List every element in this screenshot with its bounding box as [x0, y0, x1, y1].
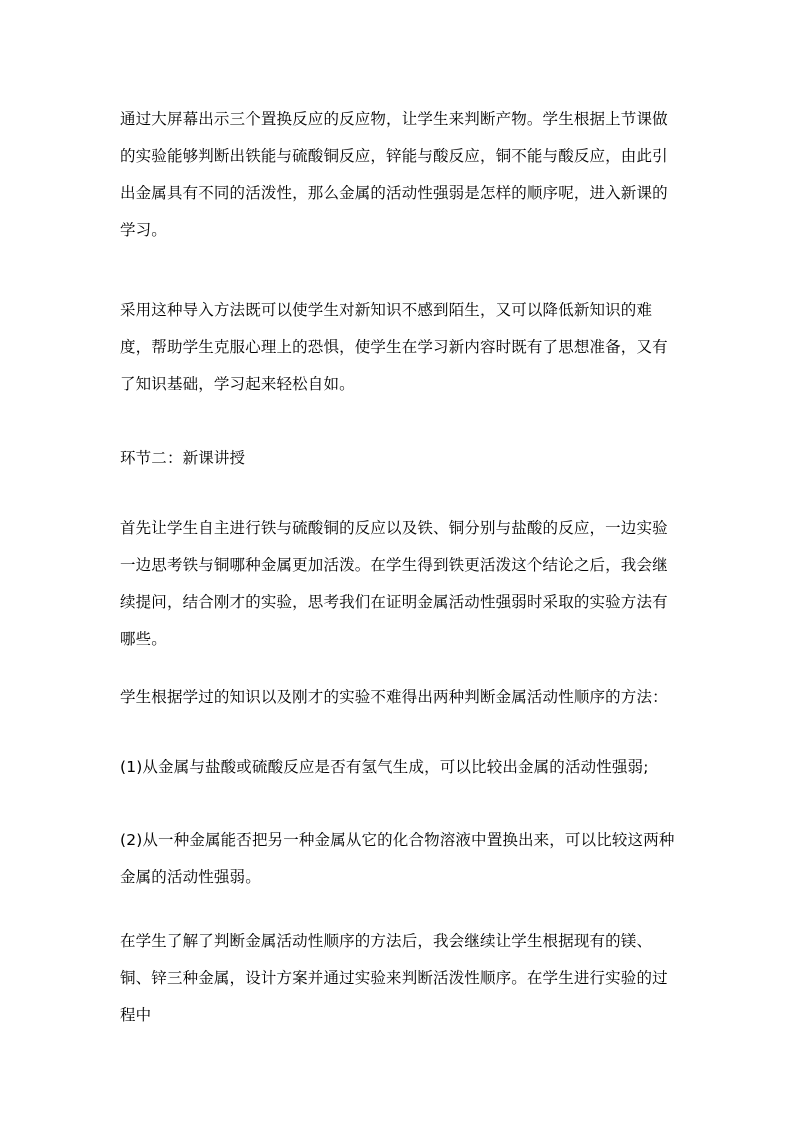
paragraph-intro-experiment: 通过大屏幕出示三个置换反应的反应物，让学生来判断产物。学生根据上节课做的实验能够判断出铁能与硫酸铜反应，锌能与酸反应，铜不能与酸反应，由此引出金属具有不同的活泼性，那么金属的活动性强弱是怎样的顺序呢，进入新课的学习。: [120, 110, 668, 239]
paragraph-intro-method: 采用这种导入方法既可以使学生对新知识不感到陌生，又可以降低新知识的难度，帮助学生克服心理上的恐惧，使学生在学习新内容时既有了思想准备，又有了知识基础，学习起来轻松自如。: [120, 301, 668, 393]
list-item-method-1: (1)从金属与盐酸或硫酸反应是否有氢气生成，可以比较出金属的活动性强弱;: [120, 758, 649, 776]
paragraph-student-experiment: 首先让学生自主进行铁与硫酸铜的反应以及铁、铜分别与盐酸的反应，一边实验一边思考铁与铜哪种金属更加活泼。在学生得到铁更活泼这个结论之后，我会继续提问，结合刚才的实验，思考我们在证明金属活动性强弱时采取的实验方法有哪些。: [120, 519, 668, 648]
list-item-method-2: (2)从一种金属能否把另一种金属从它的化合物溶液中置换出来，可以比较这两种金属的活动性强弱。: [120, 831, 675, 886]
paragraph-design-experiment: 在学生了解了判断金属活动性顺序的方法后，我会继续让学生根据现有的镁、铜、锌三种金属，设计方案并通过实验来判断活泼性顺序。在学生进行实验的过程中: [120, 932, 668, 1024]
paragraph-two-methods: 学生根据学过的知识以及刚才的实验不难得出两种判断金属活动性顺序的方法：: [120, 688, 668, 706]
section-heading-new-lesson: 环节二：新课讲授: [120, 449, 246, 467]
